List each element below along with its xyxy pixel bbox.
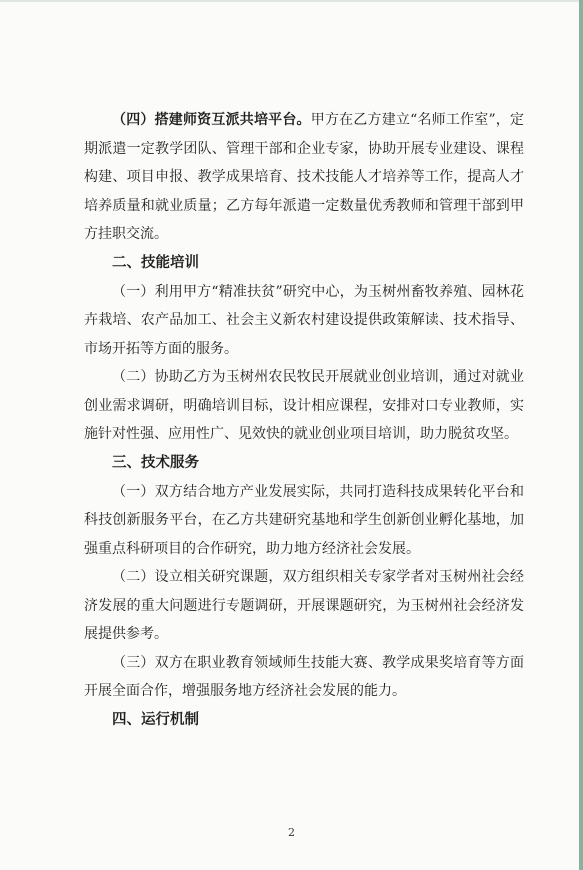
scan-top-edge <box>0 0 583 2</box>
section-heading-tech-service: 三、技术服务 <box>112 454 199 471</box>
section-heading-operation: 四、运行机制 <box>112 711 199 728</box>
paragraph-tech-3: （三）双方在职业教育领域师生技能大赛、教学成果奖培育等方面开展全面合作，增强服务地方经济社会发展的能力。 <box>84 654 524 699</box>
paragraph-lead: （四）搭建师资互派共培平台。 <box>112 112 311 128</box>
paragraph-tech-1: （一）双方结合地方产业发展实际，共同打造科技成果转化平台和科技创新服务平台，在乙方共建研究基地和学生创新创业孵化基地，加强重点科研项目的合作研究，助力地方经济社会发展。 <box>84 483 524 557</box>
document-body <box>84 106 524 735</box>
paragraph-skills-1: （一）利用甲方“精准扶贫”研究中心，为玉树州畜牧养殖、园林花卉栽培、农产品加工、社会主义新农村建设提供政策解读、技术指导、市场开拓等方面的服务。 <box>84 283 524 357</box>
paragraph-tech-2: （二）设立相关研究课题，双方组织相关专家学者对玉树州社会经济发展的重大问题进行专题调研，开展课题研究，为玉树州社会经济发展提供参考。 <box>84 569 524 642</box>
page-number: 2 <box>288 826 295 839</box>
section-heading-skills-training: 二、技能培训 <box>112 254 199 271</box>
paragraph-text: 甲方在乙方建立“名师工作室”，定期派遣一定教学团队、管理干部和企业专家，协助开展专业建设、课程构建、项目申报、教学成果培育、技术技能人才培养等工作，提高人才培养质量和就业质量；乙方每年派遣一定数量优秀教师和管理干部到甲方挂职交流。 <box>84 112 524 242</box>
paragraph-platform <box>84 106 524 249</box>
scan-right-edge <box>579 0 583 870</box>
paragraph-skills-2: （二）协助乙方为玉树州农民牧民开展就业创业培训，通过对就业创业需求调研，明确培训目标，设计相应课程，安排对口专业教师，实施针对性强、应用性广、见效快的就业创业项目培训，助力脱贫攻坚。 <box>84 369 524 442</box>
